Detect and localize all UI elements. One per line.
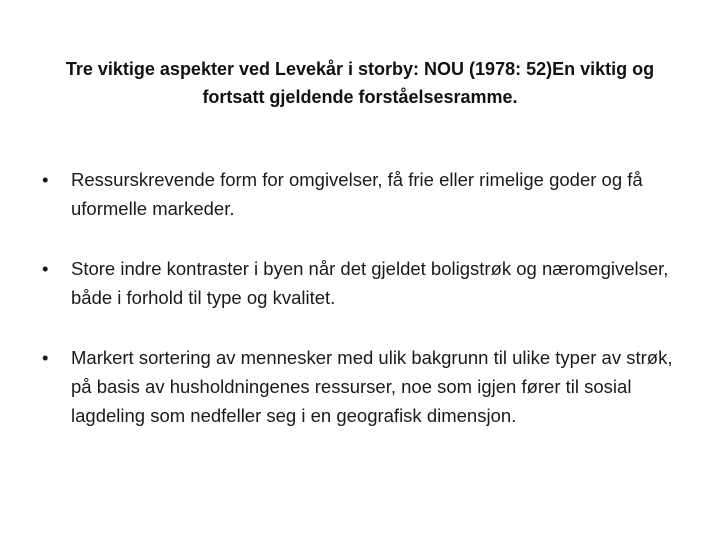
bullet-list [42, 165, 682, 430]
bullet-text: Store indre kontraster i byen når det gjeldet boligstrøk og næromgivelser, både i forhold til type og kvalitet. [71, 258, 669, 308]
bullet-dot-icon: • [42, 169, 49, 190]
bullet-text: Ressurskrevende form for omgivelser, få frie eller rimelige goder og få uformelle markeder. [71, 169, 643, 219]
bullet-text: Markert sortering av mennesker med ulik bakgrunn til ulike typer av strøk, på basis av husholdningenes ressurser, noe som igjen fører til sosial lagdeling som nedfeller seg i en geografisk dimensjon. [71, 347, 673, 426]
slide-title: Tre viktige aspekter ved Levekår i storby: NOU (1978: 52)En viktig og fortsatt gjeldende forståelsesramme. [65, 59, 655, 107]
bullet-item [42, 343, 682, 430]
bullet-dot-icon: • [42, 258, 49, 279]
bullet-item [42, 254, 682, 312]
bullet-dot-icon: • [42, 347, 49, 368]
bullet-item [42, 165, 682, 223]
